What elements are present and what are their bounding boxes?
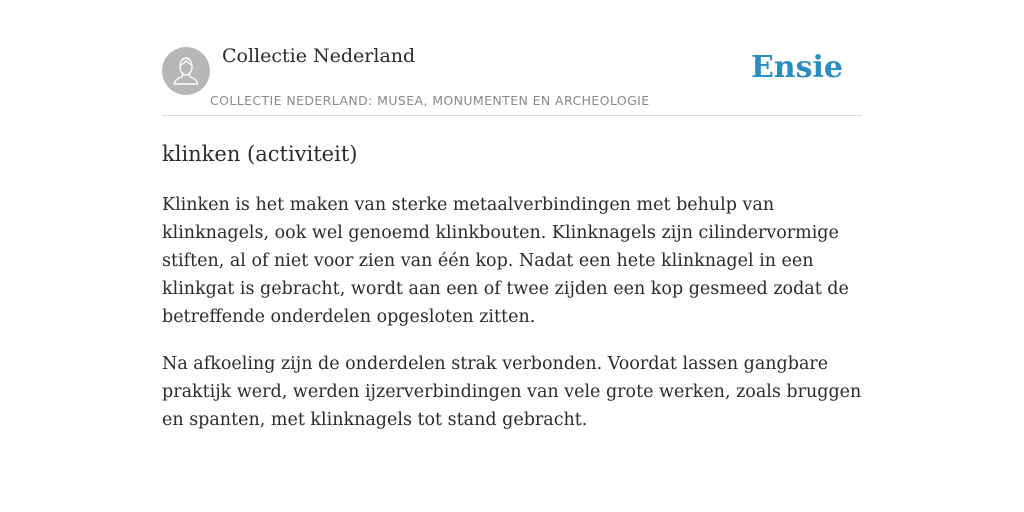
author-subtitle: COLLECTIE NEDERLAND: MUSEA, MONUMENTEN EN ARCHEOLOGIE (210, 93, 650, 108)
article-header (162, 0, 862, 116)
article-title: klinken (activiteit) (162, 142, 358, 166)
brand-logo-link[interactable]: Ensie (750, 50, 843, 85)
article-container (162, 0, 862, 434)
author-avatar[interactable] (162, 47, 210, 95)
author-name-link[interactable]: Collectie Nederland (222, 45, 416, 67)
user-silhouette-icon (162, 47, 210, 95)
article-paragraph-2: Na afkoeling zijn de onderdelen strak verbonden. Voordat lassen gangbare praktijk werd, werden ijzerverbindingen van vele grote werken, zoals bruggen en spanten, met klinknagels tot stand gebracht. (162, 354, 862, 430)
article-paragraph-1: Klinken is het maken van sterke metaalverbindingen met behulp van klinknagels, ook wel genoemd klinkbouten. Klinknagels zijn cilindervormige stiften, al of niet voor zien van één kop. Nadat een hete klinknagel in een klinkgat is gebracht, wordt aan een of twee zijden een kop gesmeed zodat de betreffende onderdelen opgesloten zitten. (162, 195, 849, 327)
